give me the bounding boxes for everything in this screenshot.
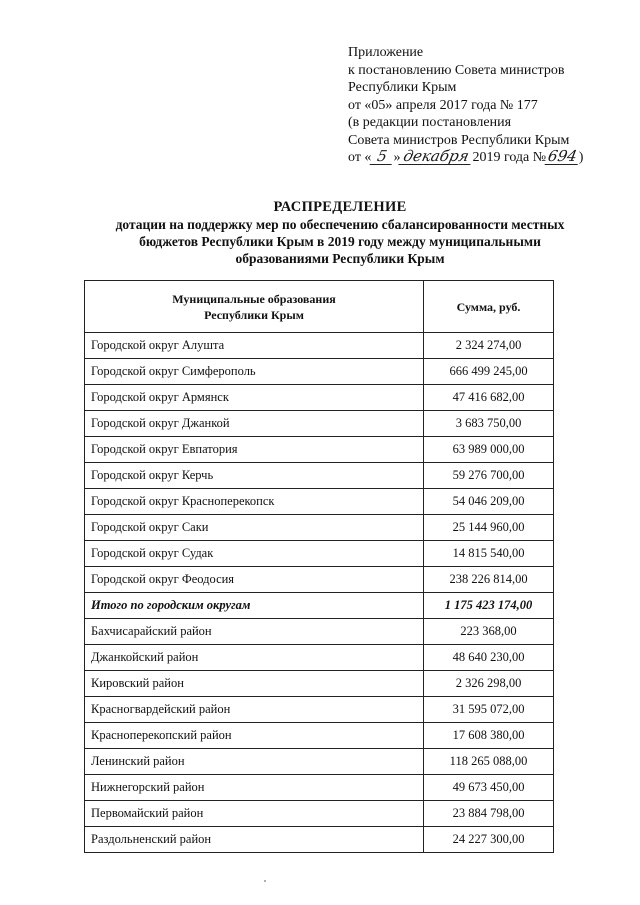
municipality-name: Городской округ Красноперекопск <box>85 489 424 515</box>
appendix-line-5: (в редакции постановления <box>348 115 512 130</box>
table-row <box>85 359 554 385</box>
table-row-subtotal <box>85 593 554 619</box>
header-municipalities <box>85 281 424 333</box>
document-subtitle-line-2: бюджетов Республики Крым в 2019 году между муниципальными <box>139 234 541 249</box>
document-title-block <box>60 198 620 267</box>
table-header-row <box>85 281 554 333</box>
municipality-name: Городской округ Судак <box>85 541 424 567</box>
document-subtitle-line-3: образованиями Республики Крым <box>235 251 445 266</box>
table-row <box>85 489 554 515</box>
scan-artifact <box>264 880 266 882</box>
header-sum: Сумма, руб. <box>424 281 554 333</box>
header-municipalities-line-1: Муниципальные образования <box>172 291 336 306</box>
table-row <box>85 411 554 437</box>
municipality-name: Красногвардейский район <box>85 697 424 723</box>
municipality-sum: 54 046 209,00 <box>424 489 554 515</box>
municipality-name: Джанкойский район <box>85 645 424 671</box>
table-row <box>85 619 554 645</box>
municipality-sum: 48 640 230,00 <box>424 645 554 671</box>
table-row <box>85 385 554 411</box>
municipality-name: Ленинский район <box>85 749 424 775</box>
municipality-sum: 63 989 000,00 <box>424 437 554 463</box>
municipality-name: Раздольненский район <box>85 827 424 853</box>
municipality-sum: 118 265 088,00 <box>424 749 554 775</box>
table-row <box>85 567 554 593</box>
handwritten-day: 5 <box>370 149 395 165</box>
appendix-line-2: к постановлению Совета министров <box>348 62 565 78</box>
municipality-name: Городской округ Керчь <box>85 463 424 489</box>
table-row <box>85 541 554 567</box>
appendix-line-6: Совета министров Республики Крым <box>348 132 570 148</box>
municipality-sum: 14 815 540,00 <box>424 541 554 567</box>
municipality-sum: 666 499 245,00 <box>424 359 554 385</box>
table-row <box>85 827 554 853</box>
appendix-line-7 <box>348 149 628 167</box>
municipality-sum: 24 227 300,00 <box>424 827 554 853</box>
municipality-sum: 2 324 274,00 <box>424 333 554 359</box>
municipality-sum: 31 595 072,00 <box>424 697 554 723</box>
handwritten-number: 694 <box>546 147 579 165</box>
municipality-sum: 47 416 682,00 <box>424 385 554 411</box>
handwritten-month: декабря <box>399 149 474 165</box>
appendix-date-prefix: от « <box>348 150 372 165</box>
municipality-name: Городской округ Джанкой <box>85 411 424 437</box>
table-row <box>85 723 554 749</box>
table-row <box>85 697 554 723</box>
header-municipalities-line-2: Республики Крым <box>204 307 304 322</box>
municipality-sum: 25 144 960,00 <box>424 515 554 541</box>
municipality-sum: 49 673 450,00 <box>424 775 554 801</box>
municipality-name: Городской округ Феодосия <box>85 567 424 593</box>
municipality-sum: 59 276 700,00 <box>424 463 554 489</box>
table-row <box>85 333 554 359</box>
municipality-name: Красноперекопский район <box>85 723 424 749</box>
table-row <box>85 645 554 671</box>
municipality-name: Бахчисарайский район <box>85 619 424 645</box>
table-row <box>85 463 554 489</box>
appendix-date-suffix: ) <box>578 150 584 165</box>
municipality-sum: 238 226 814,00 <box>424 567 554 593</box>
appendix-date-year: 2019 года № <box>472 150 547 165</box>
subtotal-label: Итого по городским округам <box>85 593 424 619</box>
subtotal-sum: 1 175 423 174,00 <box>424 593 554 619</box>
document-subtitle-line-1: дотации на поддержку мер по обеспечению сбалансированности местных <box>115 217 565 232</box>
municipality-name: Городской округ Саки <box>85 515 424 541</box>
municipality-sum: 2 326 298,00 <box>424 671 554 697</box>
appendix-header <box>348 44 628 167</box>
appendix-date-mid: » <box>393 150 401 165</box>
table-row <box>85 775 554 801</box>
appendix-line-3: Республики Крым <box>348 80 457 95</box>
municipality-name: Первомайский район <box>85 801 424 827</box>
municipality-name: Городской округ Евпатория <box>85 437 424 463</box>
appendix-line-4: от «05» апреля 2017 года № 177 <box>348 97 538 113</box>
municipality-sum: 17 608 380,00 <box>424 723 554 749</box>
table-row <box>85 749 554 775</box>
table-row <box>85 671 554 697</box>
document-title: РАСПРЕДЕЛЕНИЕ <box>273 199 407 215</box>
table-row <box>85 515 554 541</box>
municipality-name: Нижнегорский район <box>85 775 424 801</box>
table-row <box>85 801 554 827</box>
municipality-name: Городской округ Симферополь <box>85 359 424 385</box>
municipality-name: Кировский район <box>85 671 424 697</box>
table-row <box>85 437 554 463</box>
municipality-name: Городской округ Армянск <box>85 385 424 411</box>
appendix-title: Приложение <box>348 45 424 60</box>
municipality-name: Городской округ Алушта <box>85 333 424 359</box>
municipality-sum: 3 683 750,00 <box>424 411 554 437</box>
municipality-sum: 223 368,00 <box>424 619 554 645</box>
distribution-table <box>84 280 554 853</box>
municipality-sum: 23 884 798,00 <box>424 801 554 827</box>
